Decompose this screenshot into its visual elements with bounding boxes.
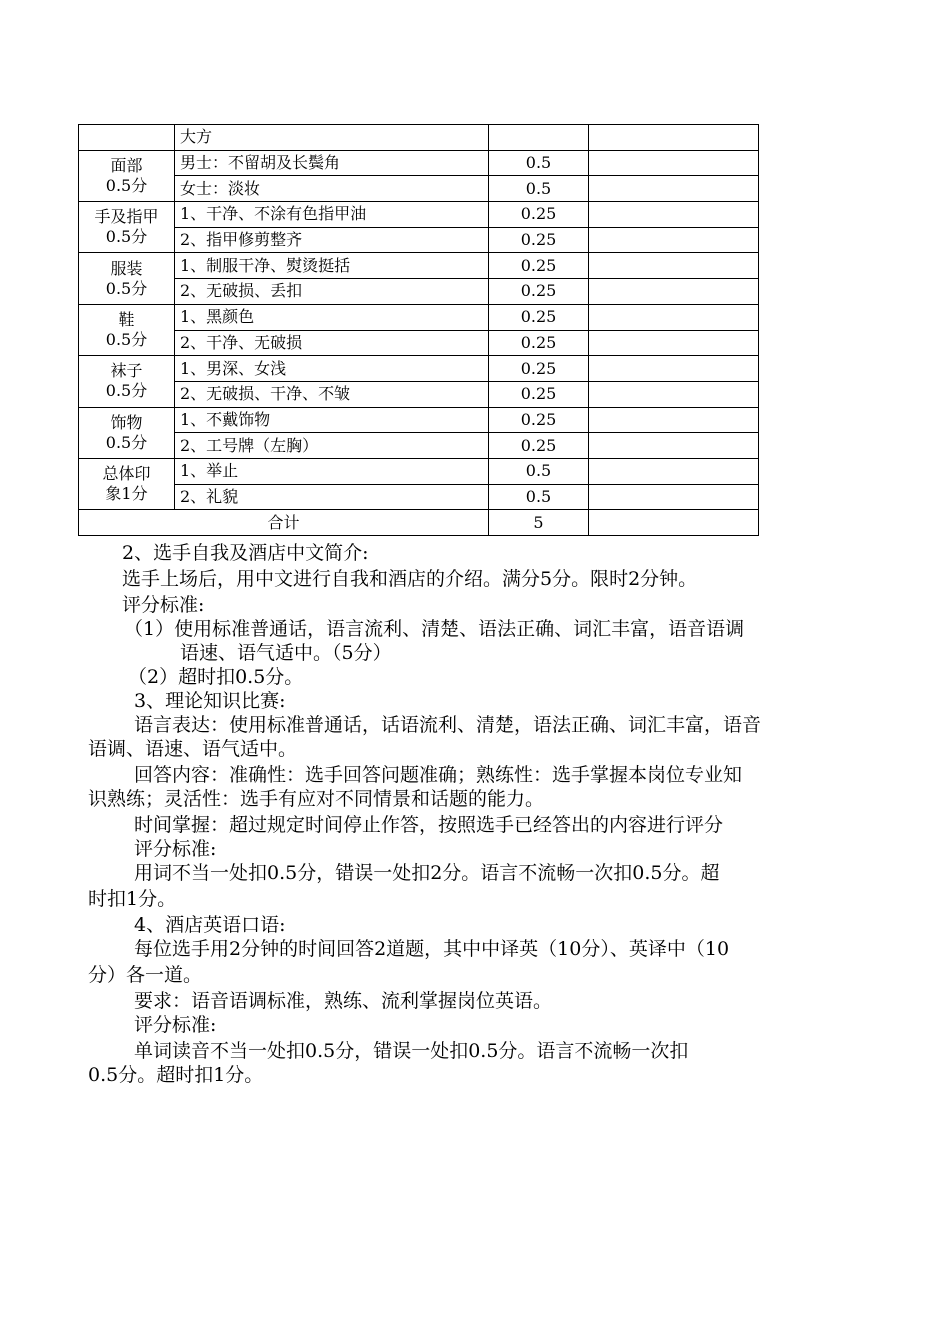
section-heading: 3、理论知识比赛: <box>134 690 286 712</box>
paragraph-line: 0.5分。超时扣1分。 <box>88 1064 264 1086</box>
category-cell: 鞋 0.5分 <box>79 304 175 355</box>
table-row <box>79 150 759 176</box>
category-cell: 面部 0.5分 <box>79 150 175 201</box>
table-row <box>79 279 759 305</box>
note-cell <box>589 330 759 356</box>
item-cell: 2、指甲修剪整齐 <box>175 227 489 253</box>
total-score: 5 <box>489 510 589 536</box>
item-cell: 2、无破损、干净、不皱 <box>175 381 489 407</box>
scoring-table <box>78 124 759 536</box>
item-cell: 1、举止 <box>175 458 489 484</box>
table-row <box>79 227 759 253</box>
total-label: 合计 <box>79 510 489 536</box>
paragraph-line: 回答内容：准确性：选手回答问题准确；熟练性：选手掌握本岗位专业知 <box>134 764 743 786</box>
note-cell <box>589 484 759 510</box>
table-row <box>79 304 759 330</box>
note-cell <box>589 304 759 330</box>
score-cell: 0.25 <box>489 202 589 228</box>
item-cell: 2、干净、无破损 <box>175 330 489 356</box>
note-cell <box>589 125 759 151</box>
score-cell: 0.25 <box>489 279 589 305</box>
paragraph-line: （2）超时扣0.5分。 <box>128 666 304 688</box>
item-cell: 男士：不留胡及长鬓角 <box>175 150 489 176</box>
category-cell: 袜子 0.5分 <box>79 356 175 407</box>
item-cell: 1、黑颜色 <box>175 304 489 330</box>
paragraph-line: 时间掌握：超过规定时间停止作答，按照选手已经答出的内容进行评分 <box>134 814 724 836</box>
scoring-table-body <box>79 125 759 536</box>
score-cell: 0.25 <box>489 227 589 253</box>
item-cell: 2、礼貌 <box>175 484 489 510</box>
note-cell <box>589 253 759 279</box>
note-cell <box>589 279 759 305</box>
table-total-row <box>79 510 759 536</box>
item-cell: 1、男深、女浅 <box>175 356 489 382</box>
note-cell <box>589 202 759 228</box>
paragraph-line: （1）使用标准普通话，语言流利、清楚、语法正确、词汇丰富，语音语调 <box>124 618 745 640</box>
note-cell <box>589 176 759 202</box>
paragraph-line: 分）各一道。 <box>88 964 203 986</box>
section-heading: 2、选手自我及酒店中文简介: <box>122 542 369 564</box>
table-row <box>79 356 759 382</box>
paragraph-line: 评分标准: <box>134 1014 217 1036</box>
item-cell: 2、无破损、丢扣 <box>175 279 489 305</box>
score-cell: 0.25 <box>489 407 589 433</box>
note-cell <box>589 458 759 484</box>
score-cell <box>489 125 589 151</box>
table-row <box>79 484 759 510</box>
score-cell: 0.25 <box>489 253 589 279</box>
score-cell: 0.25 <box>489 304 589 330</box>
item-cell: 1、不戴饰物 <box>175 407 489 433</box>
category-cell: 服装 0.5分 <box>79 253 175 304</box>
table-row <box>79 458 759 484</box>
note-cell <box>589 433 759 459</box>
table-row <box>79 253 759 279</box>
note-cell <box>589 510 759 536</box>
score-cell: 0.5 <box>489 150 589 176</box>
score-cell: 0.25 <box>489 356 589 382</box>
note-cell <box>589 356 759 382</box>
paragraph-line: 语调、语速、语气适中。 <box>88 738 298 760</box>
note-cell <box>589 150 759 176</box>
item-cell: 女士：淡妆 <box>175 176 489 202</box>
table-row <box>79 381 759 407</box>
note-cell <box>589 227 759 253</box>
paragraph-line: 单词读音不当一处扣0.5分，错误一处扣0.5分。语言不流畅一次扣 <box>134 1040 689 1062</box>
score-cell: 0.5 <box>489 176 589 202</box>
paragraph-line: 语速、语气适中。（5分） <box>180 642 392 664</box>
item-cell: 1、干净、不涂有色指甲油 <box>175 202 489 228</box>
score-cell: 0.25 <box>489 381 589 407</box>
category-cell: 手及指甲 0.5分 <box>79 202 175 253</box>
note-cell <box>589 407 759 433</box>
table-row <box>79 176 759 202</box>
paragraph-line: 时扣1分。 <box>88 888 177 910</box>
paragraph-line: 要求：语音语调标准，熟练、流利掌握岗位英语。 <box>134 990 553 1012</box>
category-cell: 饰物 0.5分 <box>79 407 175 458</box>
paragraph-line: 评分标准: <box>122 594 205 616</box>
item-cell: 大方 <box>175 125 489 151</box>
paragraph-line: 每位选手用2分钟的时间回答2道题，其中中译英（10分）、英译中（10 <box>134 938 730 960</box>
section-heading: 4、酒店英语口语: <box>134 914 286 936</box>
paragraph-line: 选手上场后，用中文进行自我和酒店的介绍。满分5分。限时2分钟。 <box>122 568 698 590</box>
table-row <box>79 433 759 459</box>
score-cell: 0.5 <box>489 484 589 510</box>
paragraph-line: 评分标准: <box>134 838 217 860</box>
table-row <box>79 202 759 228</box>
score-cell: 0.5 <box>489 458 589 484</box>
score-cell: 0.25 <box>489 330 589 356</box>
paragraph-line: 语言表达：使用标准普通话，话语流利、清楚，语法正确、词汇丰富，语音 <box>134 714 762 736</box>
item-cell: 2、工号牌（左胸） <box>175 433 489 459</box>
item-cell: 1、制服干净、熨烫挺括 <box>175 253 489 279</box>
score-cell: 0.25 <box>489 433 589 459</box>
note-cell <box>589 381 759 407</box>
paragraph-line: 用词不当一处扣0.5分，错误一处扣2分。语言不流畅一次扣0.5分。超 <box>134 862 720 884</box>
category-cell <box>79 125 175 151</box>
table-row <box>79 125 759 151</box>
category-cell: 总体印 象1分 <box>79 458 175 509</box>
table-row <box>79 407 759 433</box>
paragraph-line: 识熟练；灵活性：选手有应对不同情景和话题的能力。 <box>88 788 545 810</box>
table-row <box>79 330 759 356</box>
